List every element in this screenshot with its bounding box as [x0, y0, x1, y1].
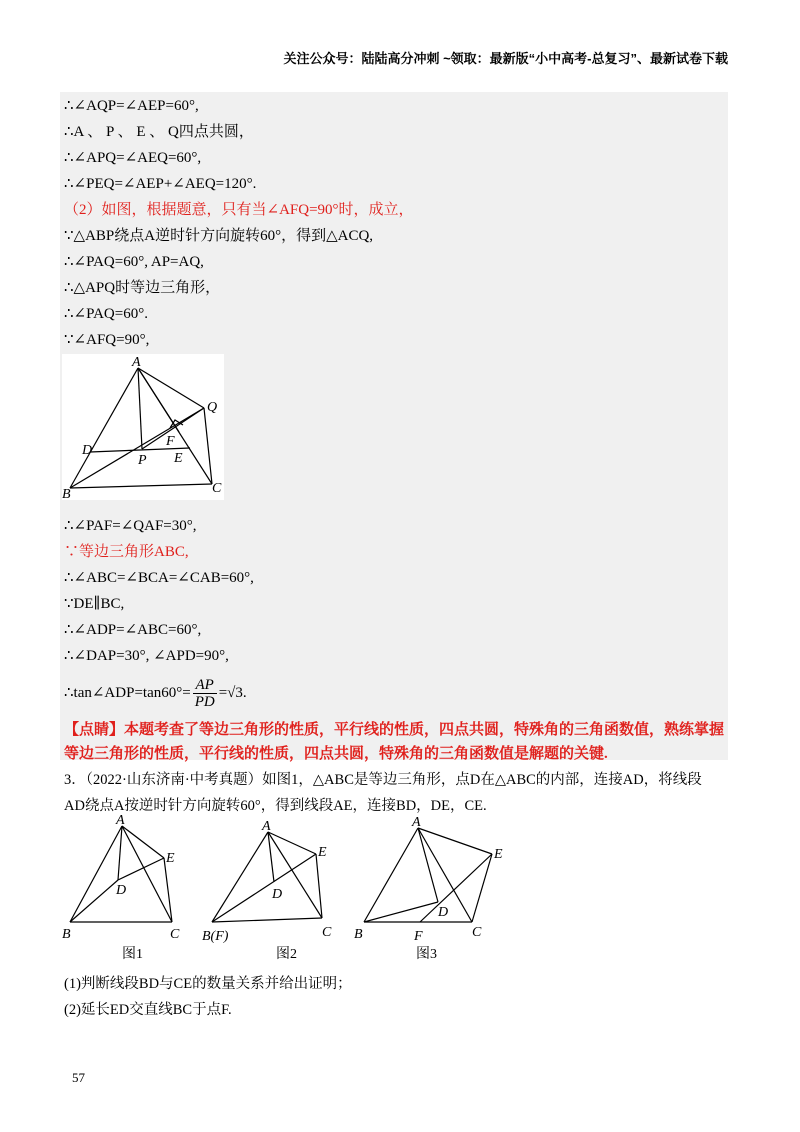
- page-header: 关注公众号：陆陆高分冲刺 ~领取：最新版“小中高考-总复习”、最新试卷下载: [283, 51, 728, 66]
- solution-line: ∵∠AFQ=90°,: [64, 332, 150, 348]
- fig3-label-F: F: [414, 929, 423, 944]
- fraction-numerator: AP: [193, 677, 217, 694]
- fig1-label-B: B: [62, 927, 71, 942]
- fig3-label-C: C: [472, 925, 482, 940]
- final-prefix: ∴tan∠ADP=tan60°=: [64, 685, 191, 701]
- label-B: B: [62, 487, 71, 500]
- solution-line: ∴∠ABC=∠BCA=∠CAB=60°,: [64, 570, 254, 586]
- solution-line: ∴∠DAP=30°, ∠APD=90°,: [64, 648, 229, 664]
- question-figures: [60, 814, 520, 964]
- fraction: [193, 677, 217, 710]
- solution-line: ∴∠AQP=∠AEP=60°,: [64, 98, 199, 114]
- fraction-denominator: PD: [194, 694, 215, 711]
- label-D: D: [82, 443, 93, 458]
- label-A: A: [132, 355, 141, 370]
- fig2-label-C: C: [322, 925, 332, 940]
- solution-final-line: [64, 676, 247, 710]
- fig2-label-BF: B(F): [202, 929, 229, 944]
- geometry-figure-main: [62, 354, 224, 500]
- fig1-caption: 图1: [122, 947, 143, 962]
- key-point-note: 【点睛】本题考查了等边三角形的性质，平行线的性质，四点共圆，特殊角的三角函数值，熟练掌握等边三角形的性质，平行线的性质，四点共圆，特殊角的三角函数值是解题的关键.: [64, 722, 725, 762]
- solution-line: （2）如图，根据题意，只有当∠AFQ=90°时，成立，: [64, 202, 414, 218]
- fig3-label-B: B: [354, 927, 363, 942]
- solution-line: ∴∠ADP=∠ABC=60°,: [64, 622, 202, 638]
- final-suffix: =√3.: [218, 685, 247, 701]
- solution-line: ∴△APQ时等边三角形，: [64, 280, 221, 296]
- fig2-caption: 图2: [276, 947, 297, 962]
- fig1-label-D: D: [116, 883, 127, 898]
- fig2-label-A: A: [262, 819, 271, 834]
- fig3-caption: 图3: [416, 947, 437, 962]
- solution-line: ∵△ABP绕点A逆时针方向旋转60°，得到△ACQ,: [64, 228, 374, 244]
- solution-line: ∴∠PAF=∠QAF=30°,: [64, 518, 197, 534]
- label-E: E: [174, 451, 183, 466]
- solution-line: ∵DE∥BC,: [64, 596, 125, 612]
- fig2-label-E: E: [318, 845, 327, 860]
- solution-line: ∵等边三角形ABC,: [64, 544, 189, 560]
- solution-line: ∴∠PAQ=60°, AP=AQ,: [64, 254, 204, 270]
- solution-line: ∴A 、 P 、 E 、 Q四点共圆，: [64, 124, 254, 140]
- sub-question-1: (1)判断线段BD与CE的数量关系并给出证明；: [64, 976, 352, 992]
- fig1-label-C: C: [170, 927, 180, 942]
- page-number: 57: [72, 1070, 85, 1085]
- solution-line: ∴∠APQ=∠AEQ=60°,: [64, 150, 202, 166]
- fig2-label-D: D: [272, 887, 283, 902]
- label-P: P: [138, 453, 147, 468]
- label-F: F: [166, 434, 175, 449]
- sub-question-2: (2)延长ED交直线BC于点F.: [64, 1002, 232, 1018]
- fig1-label-A: A: [116, 814, 125, 828]
- fig3-label-E: E: [494, 847, 503, 862]
- fig1-label-E: E: [166, 851, 175, 866]
- label-Q: Q: [207, 400, 218, 415]
- fig3-label-D: D: [438, 905, 449, 920]
- solution-line: ∴∠PEQ=∠AEP+∠AEQ=120°.: [64, 176, 257, 192]
- label-C: C: [212, 481, 222, 496]
- solution-line: ∴∠PAQ=60°.: [64, 306, 148, 322]
- fig3-label-A: A: [412, 815, 421, 830]
- question-stem-line-1: 3．（2022·山东济南·中考真题）如图1，△ABC是等边三角形，点D在△ABC的内部，连接AD，将线段: [64, 772, 702, 788]
- question-stem-line-2: AD绕点A按逆时针方向旋转60°，得到线段AE，连接BD，DE，CE.: [64, 798, 487, 814]
